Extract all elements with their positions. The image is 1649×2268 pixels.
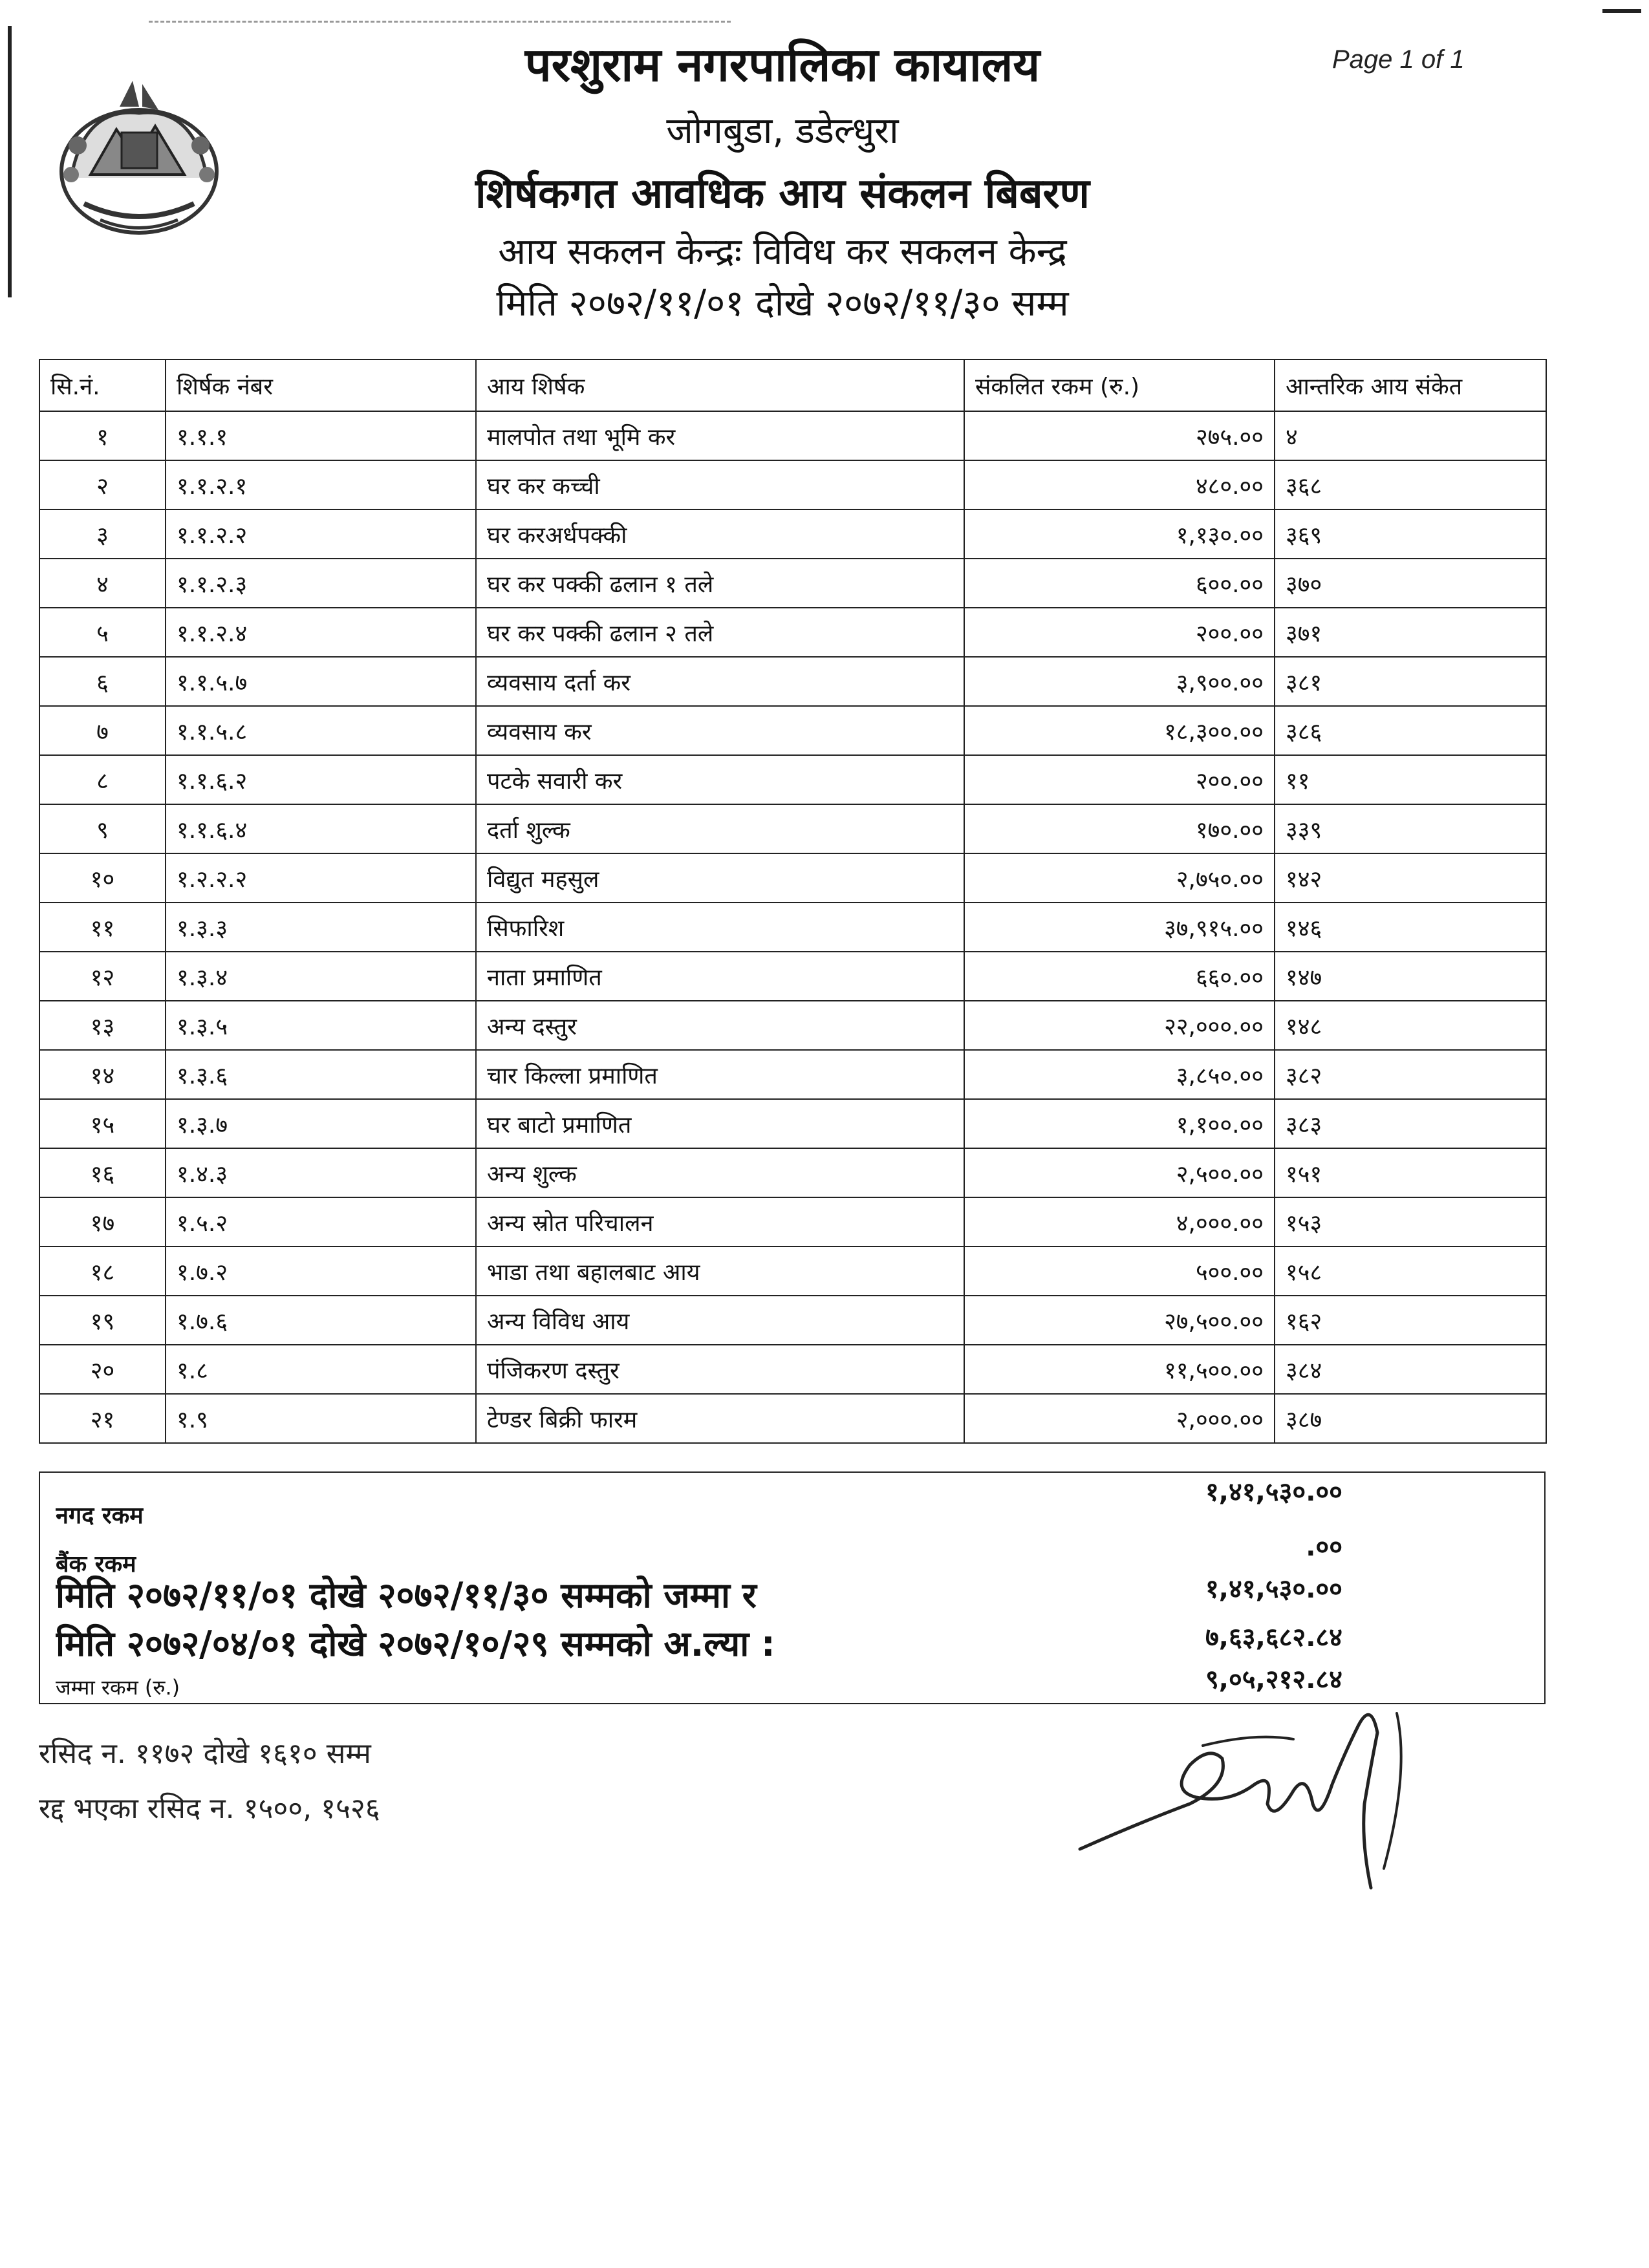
cell-code: १.२.२.२ xyxy=(166,853,476,903)
cell-code: १.९ xyxy=(166,1394,476,1443)
cell-internal-code: ३७१ xyxy=(1275,608,1546,657)
cell-code: १.३.६ xyxy=(166,1050,476,1099)
cell-sn: ८ xyxy=(39,755,166,804)
cell-code: १.७.२ xyxy=(166,1246,476,1296)
cell-amount: ६००.०० xyxy=(964,559,1275,608)
cell-internal-code: १४२ xyxy=(1275,853,1546,903)
table-row xyxy=(39,903,1546,952)
period-total-value: १,४१,५३०.०० xyxy=(1205,1574,1342,1604)
scan-edge-right xyxy=(1602,9,1641,13)
bank-value: .०० xyxy=(1306,1532,1342,1562)
cell-title: घर कर पक्की ढलान १ तले xyxy=(476,559,964,608)
cash-label: नगद रकम xyxy=(56,1503,144,1529)
cell-amount: २००.०० xyxy=(964,608,1275,657)
cell-title: घर कर पक्की ढलान २ तले xyxy=(476,608,964,657)
grand-total-label: जम्मा रकम (रु.) xyxy=(56,1675,180,1700)
cell-internal-code: १५८ xyxy=(1275,1246,1546,1296)
table-row xyxy=(39,1345,1546,1394)
cell-title: व्यवसाय दर्ता कर xyxy=(476,657,964,706)
table-row xyxy=(39,1099,1546,1148)
cell-sn: ७ xyxy=(39,706,166,755)
cell-amount: १८,३००.०० xyxy=(964,706,1275,755)
cell-sn: ५ xyxy=(39,608,166,657)
cell-title: विद्युत महसुल xyxy=(476,853,964,903)
scan-edge-left xyxy=(8,26,12,297)
cell-code: १.३.३ xyxy=(166,903,476,952)
office-location: जोगबुडा, डडेल्धुरा xyxy=(666,110,899,152)
cell-internal-code: ११ xyxy=(1275,755,1546,804)
page-number: Page 1 of 1 xyxy=(1332,45,1465,74)
cell-sn: १५ xyxy=(39,1099,166,1148)
cell-internal-code: ३८१ xyxy=(1275,657,1546,706)
cell-title: अन्य स्रोत परिचालन xyxy=(476,1197,964,1246)
table-row xyxy=(39,1148,1546,1197)
table-row xyxy=(39,853,1546,903)
cell-amount: २७,५००.०० xyxy=(964,1296,1275,1345)
previous-label: मिति २०७२/०४/०१ दोखे २०७२/१०/२९ सम्मको अ.ल्या : xyxy=(56,1623,775,1664)
cell-title: टेण्डर बिक्री फारम xyxy=(476,1394,964,1443)
table-row xyxy=(39,952,1546,1001)
cell-title: नाता प्रमाणित xyxy=(476,952,964,1001)
cell-code: १.१.१ xyxy=(166,411,476,460)
cell-code: १.३.४ xyxy=(166,952,476,1001)
cell-amount: ५००.०० xyxy=(964,1246,1275,1296)
nepal-emblem-icon xyxy=(45,68,233,255)
table-row xyxy=(39,1394,1546,1443)
cell-internal-code: १६२ xyxy=(1275,1296,1546,1345)
col-header-code: शिर्षक नंबर xyxy=(166,359,476,411)
col-header-title: आय शिर्षक xyxy=(476,359,964,411)
cell-internal-code: १५१ xyxy=(1275,1148,1546,1197)
bank-label: बैंक रकम xyxy=(56,1551,136,1578)
cell-internal-code: १४८ xyxy=(1275,1001,1546,1050)
table-header-row xyxy=(39,359,1546,411)
cell-code: १.३.५ xyxy=(166,1001,476,1050)
cash-value: १,४१,५३०.०० xyxy=(1205,1477,1342,1507)
cell-title: घर कर कच्ची xyxy=(476,460,964,509)
cell-code: १.१.२.४ xyxy=(166,608,476,657)
cell-amount: २,५००.०० xyxy=(964,1148,1275,1197)
document-header xyxy=(362,29,1203,330)
table-row xyxy=(39,608,1546,657)
cell-internal-code: १४७ xyxy=(1275,952,1546,1001)
office-name: परशुराम नगरपालिका कायालय xyxy=(524,37,1040,92)
report-title: शिर्षकगत आवधिक आय संकलन बिबरण xyxy=(475,170,1090,218)
previous-value: ७,६३,६८२.८४ xyxy=(1205,1623,1342,1653)
cell-internal-code: ३६८ xyxy=(1275,460,1546,509)
summary-box xyxy=(39,1471,1546,1704)
cell-code: १.१.५.८ xyxy=(166,706,476,755)
cell-amount: २,०००.०० xyxy=(964,1394,1275,1443)
cell-code: १.१.२.३ xyxy=(166,559,476,608)
cell-title: अन्य विविध आय xyxy=(476,1296,964,1345)
col-header-internal-code: आन्तरिक आय संकेत xyxy=(1275,359,1546,411)
cell-amount: १,१००.०० xyxy=(964,1099,1275,1148)
signature-icon xyxy=(1061,1674,1449,1901)
table-row xyxy=(39,1001,1546,1050)
cell-amount: ४,०००.०० xyxy=(964,1197,1275,1246)
cell-internal-code: १५३ xyxy=(1275,1197,1546,1246)
cell-internal-code: ३८२ xyxy=(1275,1050,1546,1099)
cell-sn: १३ xyxy=(39,1001,166,1050)
cell-internal-code: ४ xyxy=(1275,411,1546,460)
cell-sn: १६ xyxy=(39,1148,166,1197)
cell-sn: १८ xyxy=(39,1246,166,1296)
cell-title: पंजिकरण दस्तुर xyxy=(476,1345,964,1394)
cell-sn: १७ xyxy=(39,1197,166,1246)
cell-title: घर बाटो प्रमाणित xyxy=(476,1099,964,1148)
cell-sn: ९ xyxy=(39,804,166,853)
cell-amount: २००.०० xyxy=(964,755,1275,804)
cell-amount: २७५.०० xyxy=(964,411,1275,460)
table-row xyxy=(39,755,1546,804)
table-body xyxy=(39,411,1546,1443)
cell-title: पटके सवारी कर xyxy=(476,755,964,804)
cell-code: १.४.३ xyxy=(166,1148,476,1197)
cell-sn: १२ xyxy=(39,952,166,1001)
cell-internal-code: १४६ xyxy=(1275,903,1546,952)
cell-code: १.१.६.४ xyxy=(166,804,476,853)
table-row xyxy=(39,1050,1546,1099)
cell-sn: ३ xyxy=(39,509,166,559)
col-header-sn: सि.नं. xyxy=(39,359,166,411)
cell-sn: २१ xyxy=(39,1394,166,1443)
cell-internal-code: ३६९ xyxy=(1275,509,1546,559)
cell-amount: २,७५०.०० xyxy=(964,853,1275,903)
grand-total-value: ९,०५,२१२.८४ xyxy=(1205,1665,1342,1695)
cell-title: अन्य दस्तुर xyxy=(476,1001,964,1050)
cell-code: १.७.६ xyxy=(166,1296,476,1345)
cell-amount: ३७,९१५.०० xyxy=(964,903,1275,952)
cell-title: दर्ता शुल्क xyxy=(476,804,964,853)
revenue-table xyxy=(39,359,1547,1444)
table-row xyxy=(39,411,1546,460)
cell-internal-code: ३८६ xyxy=(1275,706,1546,755)
cell-code: १.१.५.७ xyxy=(166,657,476,706)
collection-center: आय सकलन केन्द्रः विविध कर सकलन केन्द्र xyxy=(498,231,1067,273)
cell-sn: ११ xyxy=(39,903,166,952)
table-row xyxy=(39,509,1546,559)
cell-sn: १० xyxy=(39,853,166,903)
cell-code: १.१.२.१ xyxy=(166,460,476,509)
cell-sn: ४ xyxy=(39,559,166,608)
table-row xyxy=(39,706,1546,755)
cell-sn: १ xyxy=(39,411,166,460)
cell-internal-code: ३३९ xyxy=(1275,804,1546,853)
cell-code: १.५.२ xyxy=(166,1197,476,1246)
cell-internal-code: ३८७ xyxy=(1275,1394,1546,1443)
cell-internal-code: ३७० xyxy=(1275,559,1546,608)
receipt-range: रसिद न. ११७२ दोखे १६१० सम्म xyxy=(39,1737,371,1770)
cell-code: १.१.६.२ xyxy=(166,755,476,804)
cell-sn: १४ xyxy=(39,1050,166,1099)
cell-internal-code: ३८४ xyxy=(1275,1345,1546,1394)
table-row xyxy=(39,1246,1546,1296)
cell-title: व्यवसाय कर xyxy=(476,706,964,755)
cell-sn: २ xyxy=(39,460,166,509)
period-total-label: मिति २०७२/११/०१ दोखे २०७२/११/३० सम्मको जम्मा र xyxy=(56,1575,757,1616)
cell-sn: १९ xyxy=(39,1296,166,1345)
table-row xyxy=(39,804,1546,853)
cell-title: सिफारिश xyxy=(476,903,964,952)
cell-code: १.८ xyxy=(166,1345,476,1394)
table-row xyxy=(39,460,1546,509)
cell-amount: ३,९००.०० xyxy=(964,657,1275,706)
table-row xyxy=(39,657,1546,706)
cell-amount: १,१३०.०० xyxy=(964,509,1275,559)
table-row xyxy=(39,1197,1546,1246)
cell-amount: ६६०.०० xyxy=(964,952,1275,1001)
cancelled-receipts: रद्द भएका रसिद न. १५००, १५२६ xyxy=(39,1792,380,1825)
cell-amount: ३,८५०.०० xyxy=(964,1050,1275,1099)
scan-edge-top xyxy=(149,21,731,25)
col-header-amount: संकलित रकम (रु.) xyxy=(964,359,1275,411)
cell-title: मालपोत तथा भूमि कर xyxy=(476,411,964,460)
cell-title: अन्य शुल्क xyxy=(476,1148,964,1197)
cell-amount: ११,५००.०० xyxy=(964,1345,1275,1394)
cell-title: भाडा तथा बहालबाट आय xyxy=(476,1246,964,1296)
cell-amount: ४८०.०० xyxy=(964,460,1275,509)
date-range: मिति २०७२/११/०१ दोखे २०७२/११/३० सम्म xyxy=(496,283,1069,325)
cell-code: १.१.२.२ xyxy=(166,509,476,559)
cell-amount: १७०.०० xyxy=(964,804,1275,853)
table-row xyxy=(39,1296,1546,1345)
cell-internal-code: ३८३ xyxy=(1275,1099,1546,1148)
cell-sn: ६ xyxy=(39,657,166,706)
cell-title: घर करअर्धपक्की xyxy=(476,509,964,559)
cell-sn: २० xyxy=(39,1345,166,1394)
table-row xyxy=(39,559,1546,608)
cell-code: १.३.७ xyxy=(166,1099,476,1148)
cell-amount: २२,०००.०० xyxy=(964,1001,1275,1050)
cell-title: चार किल्ला प्रमाणित xyxy=(476,1050,964,1099)
